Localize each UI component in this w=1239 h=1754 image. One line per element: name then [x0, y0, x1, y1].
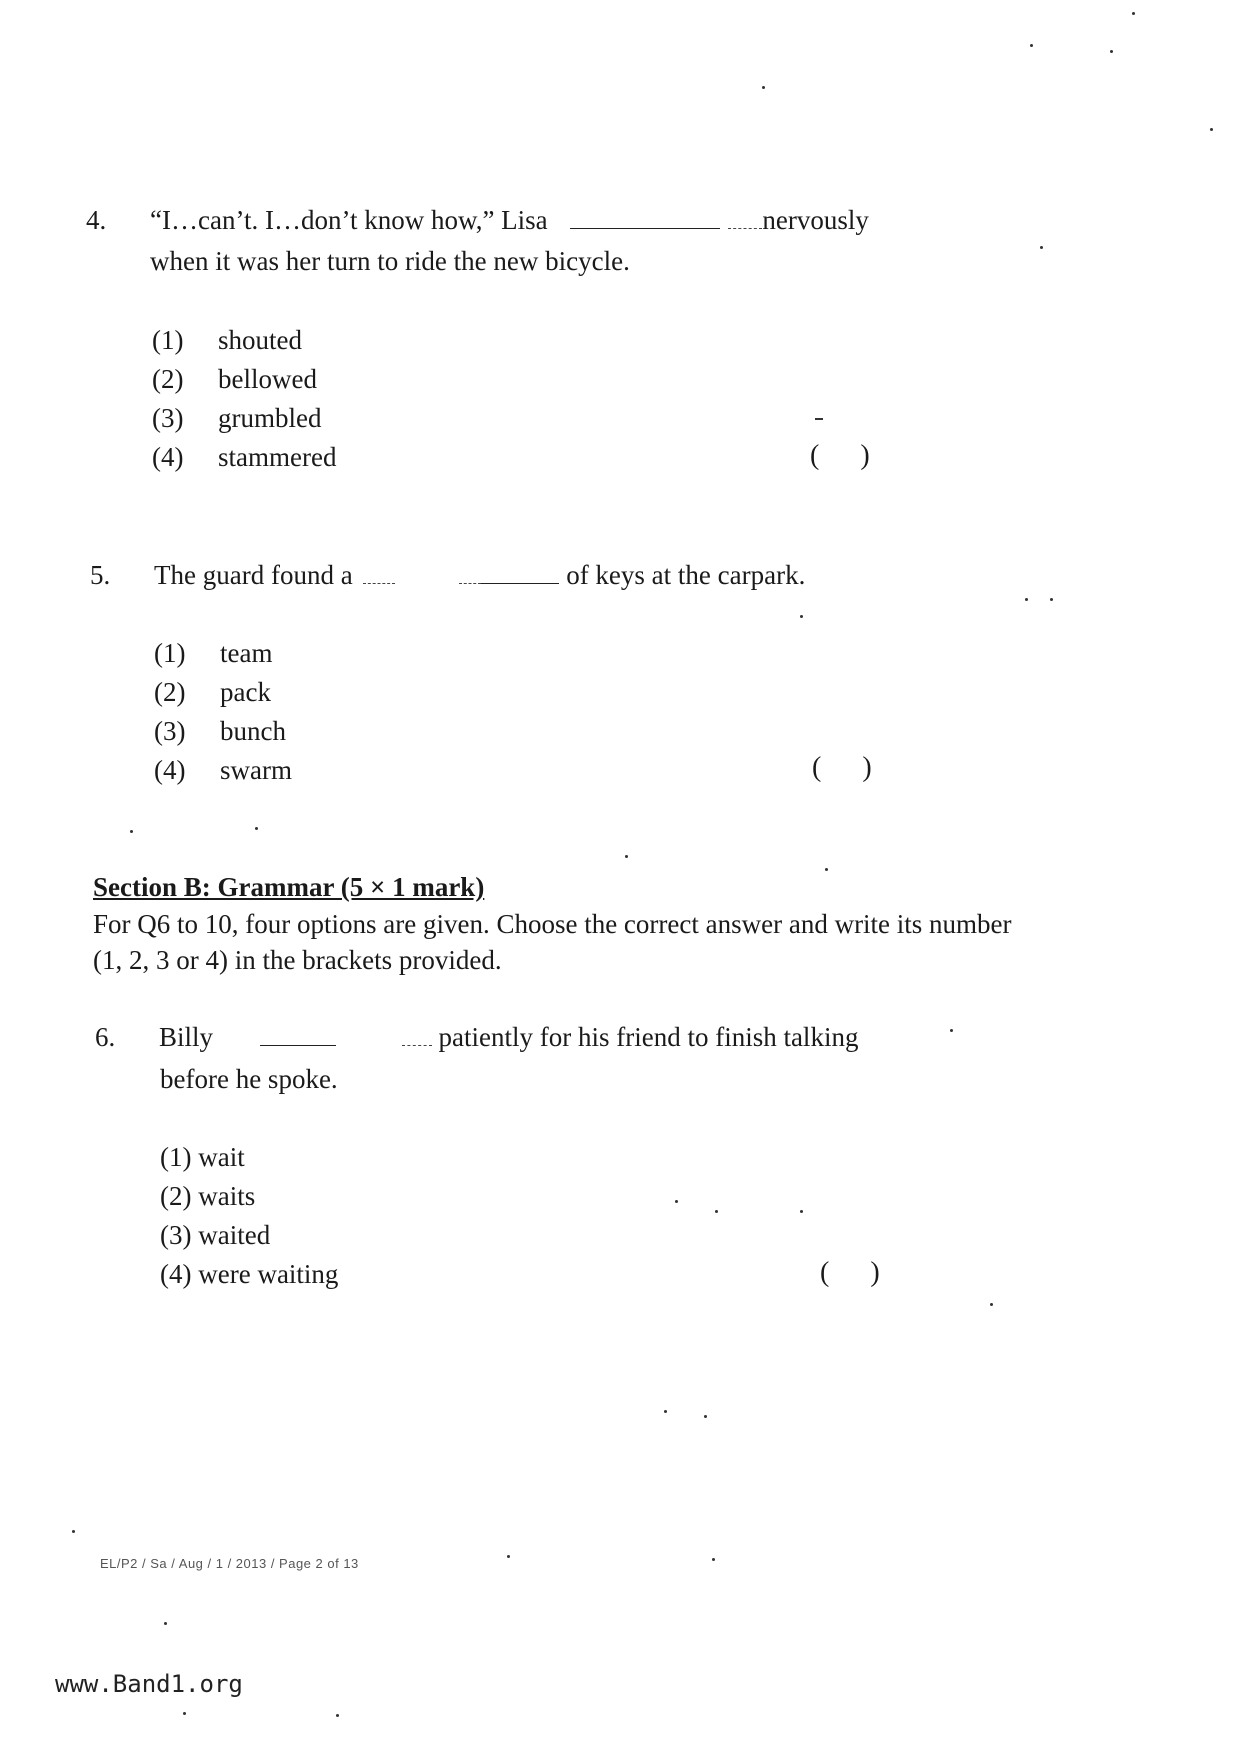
question-4 [86, 205, 869, 235]
answer-blank-tail [402, 1025, 432, 1046]
option-label: (1) [152, 325, 184, 355]
question-6 [95, 1022, 858, 1052]
option-text: pack [220, 677, 271, 707]
scan-speck [625, 855, 628, 858]
section-b-instruction: For Q6 to 10, four options are given. Choose the correct answer and write its number (1, 2, 3 or 4) in the brackets provided. [93, 909, 1012, 975]
option-text: team [220, 638, 273, 668]
answer-blank [260, 1025, 336, 1046]
option-label: (1) [154, 638, 186, 668]
scan-speck [990, 1303, 993, 1306]
scan-speck [1210, 128, 1213, 131]
answer-brackets-5[interactable]: ( ) [812, 752, 872, 783]
question-5 [90, 560, 805, 590]
option-label: (3) [152, 403, 184, 433]
scan-speck [715, 1210, 718, 1213]
question-text-after: patiently for his friend to finish talking [438, 1022, 859, 1052]
answer-blank [481, 563, 559, 584]
option-6-3 [160, 1220, 270, 1250]
option-4-2 [152, 364, 317, 394]
option-5-1 [154, 638, 272, 668]
watermark: www.Band1.org [55, 1670, 243, 1698]
question-text-after: of keys at the carpark. [566, 560, 806, 590]
scan-speck [1110, 50, 1113, 53]
option-6-1 [160, 1142, 245, 1172]
option-label: (4) [152, 442, 184, 472]
scan-speck [815, 418, 823, 420]
scan-speck [1030, 44, 1033, 47]
scan-speck [1025, 598, 1028, 601]
answer-brackets-4[interactable]: ( ) [810, 440, 870, 471]
scan-speck [762, 86, 765, 89]
option-label: (4) [160, 1259, 192, 1289]
option-text: bunch [220, 716, 286, 746]
scan-speck [800, 615, 803, 618]
option-text: swarm [220, 755, 292, 785]
question-4-line2: when it was her turn to ride the new bicycle. [150, 246, 630, 276]
question-number: 6. [95, 1022, 116, 1052]
option-5-4 [154, 755, 292, 785]
section-b-heading: Section B: Grammar (5 × 1 mark) [93, 872, 485, 902]
question-text: The guard found a [154, 560, 353, 590]
option-text: bellowed [218, 364, 317, 394]
option-label: (2) [152, 364, 184, 394]
answer-blank-lead [363, 563, 395, 584]
scan-speck [1050, 598, 1053, 601]
option-4-3 [152, 403, 321, 433]
question-number: 4. [86, 205, 107, 235]
scan-speck [950, 1029, 953, 1032]
scan-speck [704, 1415, 707, 1418]
scan-speck [675, 1200, 678, 1203]
scan-speck [130, 830, 133, 833]
scan-speck [1040, 246, 1043, 249]
scan-speck [164, 1622, 167, 1625]
scan-speck [712, 1558, 715, 1561]
option-6-2 [160, 1181, 255, 1211]
option-4-1 [152, 325, 302, 355]
scan-speck [825, 868, 828, 871]
scan-speck [800, 1210, 803, 1213]
question-text: Billy [159, 1022, 214, 1052]
option-text: waited [198, 1220, 271, 1250]
option-label: (1) [160, 1142, 192, 1172]
scan-speck [664, 1410, 667, 1413]
scan-speck [183, 1712, 186, 1715]
answer-brackets-6[interactable]: ( ) [820, 1257, 880, 1288]
option-text: stammered [218, 442, 337, 472]
option-label: (4) [154, 755, 186, 785]
option-label: (2) [154, 677, 186, 707]
option-text: waits [198, 1181, 256, 1211]
scan-speck [255, 827, 258, 830]
question-6-line2: before he spoke. [160, 1064, 338, 1094]
answer-blank-mid [459, 563, 481, 584]
option-label: (3) [160, 1220, 192, 1250]
option-text: grumbled [218, 403, 322, 433]
option-text: shouted [218, 325, 302, 355]
option-label: (3) [154, 716, 186, 746]
question-text-after: nervously [762, 205, 869, 235]
option-label: (2) [160, 1181, 192, 1211]
answer-blank [570, 208, 720, 229]
scan-speck [336, 1714, 339, 1717]
scan-speck [72, 1530, 75, 1533]
question-text: “I…can’t. I…don’t know how,” Lisa [150, 205, 548, 235]
scan-speck [1132, 12, 1135, 15]
option-6-4 [160, 1259, 338, 1289]
question-number: 5. [90, 560, 111, 590]
option-text: were waiting [198, 1259, 339, 1289]
option-5-2 [154, 677, 271, 707]
scan-speck [507, 1555, 510, 1558]
option-5-3 [154, 716, 286, 746]
page-footer: EL/P2 / Sa / Aug / 1 / 2013 / Page 2 of 13 [100, 1556, 359, 1571]
option-4-4 [152, 442, 336, 472]
option-text: wait [198, 1142, 245, 1172]
answer-blank-tail [728, 208, 762, 229]
